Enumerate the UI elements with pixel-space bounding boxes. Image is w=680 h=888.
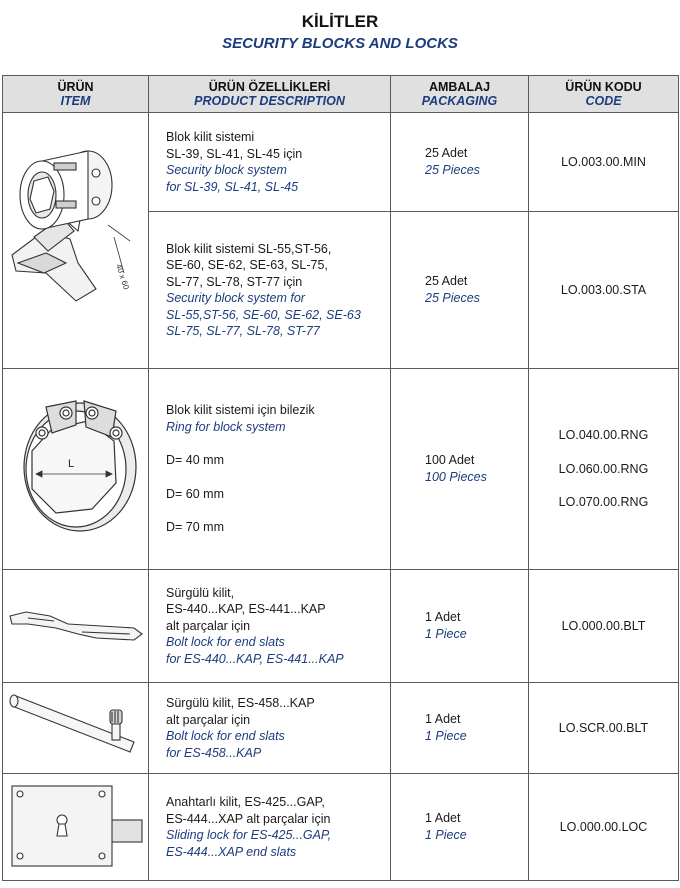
- product-code: LO.000.00.BLT: [561, 618, 646, 633]
- header-packaging-en: PACKAGING: [421, 94, 498, 108]
- pack-tr: 1 Adet: [425, 712, 461, 726]
- row-6-packaging: [391, 774, 529, 881]
- header-packaging: [391, 76, 529, 113]
- header-code: [529, 76, 679, 113]
- desc-en-line: Security block system for: [166, 291, 305, 305]
- product-code: LO.040.00.RNG: [558, 428, 649, 442]
- desc-en-line: for ES-458...KAP: [166, 745, 262, 760]
- product-code: LO.003.00.MIN: [561, 154, 646, 169]
- desc-en-line: Sliding lock for ES-425...GAP,: [166, 828, 332, 842]
- desc-en-line: for ES-440...KAP, ES-441...KAP: [166, 651, 344, 666]
- header-packaging-tr: AMBALAJ: [428, 80, 491, 94]
- security-block-image: [3, 113, 149, 369]
- bolt-lock-image: [3, 570, 149, 683]
- pack-tr: 1 Adet: [425, 610, 461, 624]
- desc-tr-line: Sürgülü kilit,: [166, 585, 235, 600]
- product-code: LO.000.00.LOC: [559, 819, 648, 834]
- desc-tr-line: SE-60, SE-62, SE-63, SL-75,: [166, 258, 328, 272]
- table-row: [3, 683, 679, 774]
- pack-en: 1 Piece: [425, 627, 467, 641]
- row-6-description: [149, 774, 391, 881]
- header-description: [149, 76, 391, 113]
- ring-drawing: [6, 377, 146, 557]
- pack-en: 1 Piece: [425, 828, 467, 842]
- page-title: KİLİTLER: [301, 12, 379, 31]
- header-item-en: ITEM: [60, 94, 91, 108]
- header-description-tr: ÜRÜN ÖZELLİKLERİ: [208, 80, 331, 94]
- product-code: LO.003.00.STA: [560, 282, 647, 297]
- header-description-en: PRODUCT DESCRIPTION: [194, 94, 345, 108]
- table-row: [3, 369, 679, 570]
- product-table: [2, 75, 679, 881]
- desc-en-line: Security block system: [166, 163, 287, 177]
- header-code-tr: ÜRÜN KODU: [565, 80, 642, 94]
- row-1-packaging: [391, 113, 529, 212]
- product-code: LO.070.00.RNG: [558, 495, 649, 509]
- pack-tr: 25 Adet: [425, 274, 468, 288]
- key-lock-drawing: [6, 780, 146, 870]
- row-3-code: [529, 369, 679, 570]
- desc-tr-line: ES-444...XAP alt parçalar için: [166, 811, 331, 826]
- desc-tr-line: alt parçalar için: [166, 618, 251, 633]
- pack-en: 25 Pieces: [425, 163, 480, 177]
- table-row: [3, 774, 679, 881]
- header-item-tr: ÜRÜN: [57, 80, 94, 94]
- desc-tr-line: Sürgülü kilit, ES-458...KAP: [166, 696, 315, 710]
- row-4-packaging: [391, 570, 529, 683]
- desc-en-line: Bolt lock for end slats: [166, 729, 285, 743]
- header-item: [3, 76, 149, 113]
- bolt-lock-drawing: [6, 594, 146, 654]
- row-1-code: [529, 113, 679, 212]
- desc-tr-line: ES-440...KAP, ES-441...KAP: [166, 602, 326, 617]
- row-5-packaging: [391, 683, 529, 774]
- desc-tr-line: Anahtarlı kilit, ES-425...GAP,: [166, 795, 325, 809]
- table-row: [3, 113, 679, 212]
- pack-en: 25 Pieces: [425, 291, 480, 305]
- row-5-description: [149, 683, 391, 774]
- desc-en-line: SL-55,ST-56, SE-60, SE-62, SE-63: [166, 307, 361, 322]
- product-code: LO.SCR.00.BLT: [558, 720, 649, 735]
- size-line: D= 40 mm: [166, 453, 225, 468]
- security-block-drawing: [4, 113, 148, 363]
- pack-en: 1 Piece: [425, 729, 467, 743]
- desc-en-line: ES-444...XAP end slats: [166, 844, 297, 859]
- desc-tr-line: Blok kilit sistemi SL-55,ST-56,: [166, 241, 332, 256]
- pack-tr: 25 Adet: [425, 146, 468, 160]
- row-5-code: [529, 683, 679, 774]
- pack-en: 100 Pieces: [425, 470, 487, 484]
- dimension-label: 40 x 60: [113, 262, 131, 291]
- header-code-en: CODE: [585, 94, 622, 108]
- desc-tr-line: alt parçalar için: [166, 712, 251, 727]
- row-3-description: [149, 369, 391, 570]
- table-row: [3, 570, 679, 683]
- row-4-code: [529, 570, 679, 683]
- row-3-packaging: [391, 369, 529, 570]
- pack-tr: 100 Adet: [425, 453, 475, 467]
- row-2-description: [149, 212, 391, 369]
- desc-tr-line: SL-77, SL-78, ST-77 için: [166, 274, 303, 289]
- product-code: LO.060.00.RNG: [558, 461, 649, 476]
- bolt-lock-rod-image: [3, 683, 149, 774]
- header-row: [3, 76, 679, 113]
- page-subtitle: SECURITY BLOCKS AND LOCKS: [222, 35, 458, 52]
- row-2-packaging: [391, 212, 529, 369]
- row-6-code: [529, 774, 679, 881]
- row-2-code: [529, 212, 679, 369]
- row-1-description: [149, 113, 391, 212]
- desc-tr-line: Blok kilit sistemi için bilezik: [166, 403, 315, 418]
- size-line: D= 60 mm: [166, 486, 225, 501]
- size-line: D= 70 mm: [166, 520, 225, 535]
- row-4-description: [149, 570, 391, 683]
- desc-en-line: Bolt lock for end slats: [166, 635, 285, 650]
- desc-en-line: Ring for block system: [166, 419, 286, 434]
- key-lock-image: [3, 774, 149, 881]
- bolt-lock-rod-drawing: [6, 686, 146, 766]
- desc-en-line: SL-75, SL-77, SL-78, ST-77: [166, 324, 320, 338]
- ring-image: [3, 369, 149, 570]
- desc-tr-line: SL-39, SL-41, SL-45 için: [166, 146, 303, 161]
- desc-tr-line: Blok kilit sistemi: [166, 130, 255, 144]
- pack-tr: 1 Adet: [425, 811, 461, 825]
- desc-en-line: for SL-39, SL-41, SL-45: [166, 179, 299, 194]
- ring-dimension-label: L: [67, 457, 74, 470]
